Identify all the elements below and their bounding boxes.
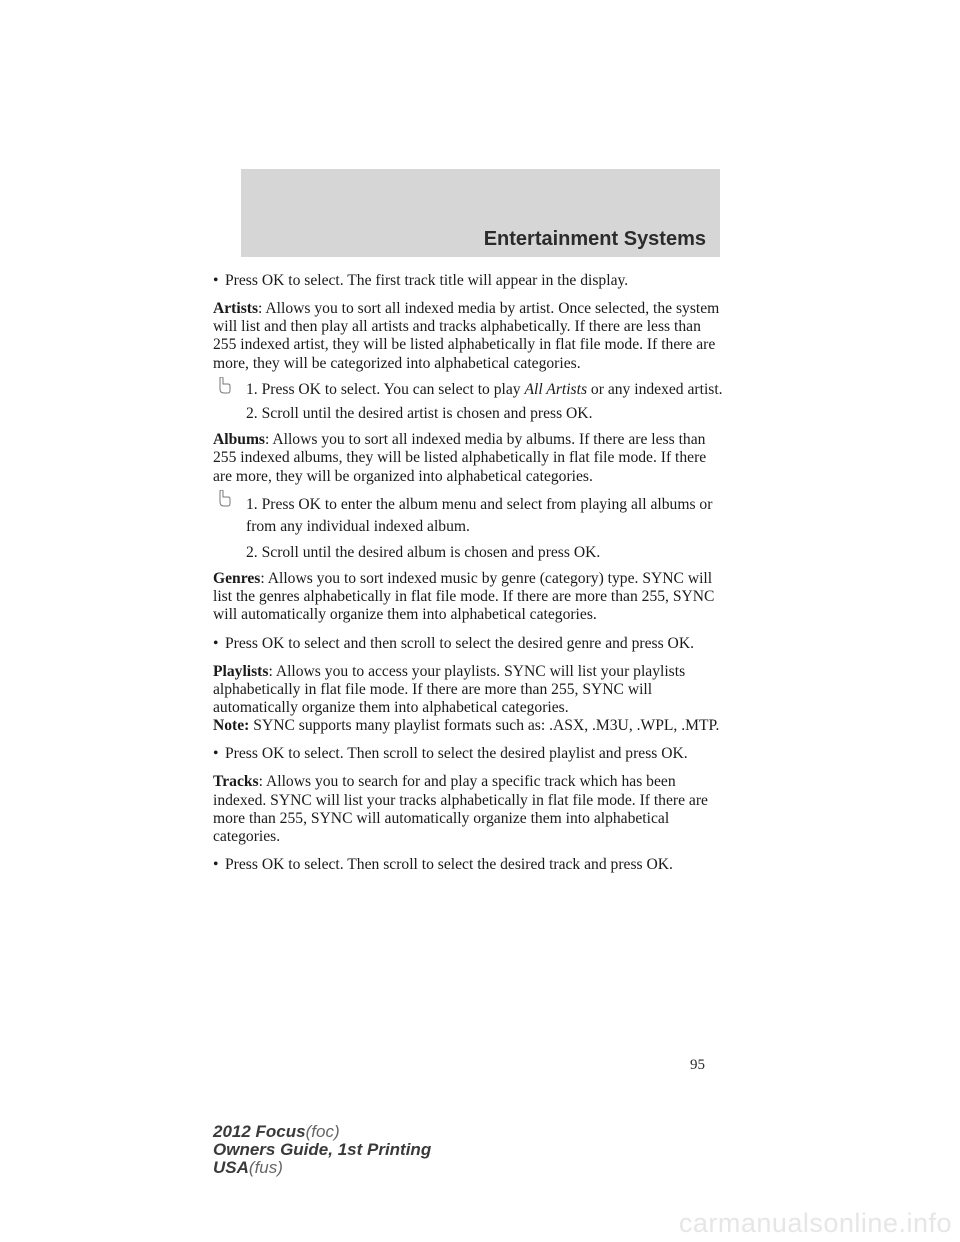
page-content (213, 270, 723, 884)
artists-step-1: 1. Press OK to select. You can select to play All Artists or any indexed artist. (246, 380, 723, 398)
footer-line-1: 2012 Focus(foc) (213, 1122, 340, 1141)
artists-steps (213, 381, 723, 423)
intro-bullet: • Press OK to select. The first track title will appear in the display. (213, 270, 723, 292)
albums-paragraph: Albums: Allows you to sort all indexed media by albums. If there are less than 255 indexed albums, they will be listed alphabetically in flat file mode. If there are more, they will be organized into alphabetical categories. (213, 431, 707, 485)
document-footer (213, 1123, 431, 1177)
albums-steps (213, 494, 723, 562)
genres-bullet: • Press OK to select and then scroll to select the desired genre and press OK. (213, 633, 723, 655)
section-title: Entertainment Systems (483, 228, 706, 250)
albums-term: Albums (213, 431, 265, 449)
albums-step-1: 1. Press OK to enter the album menu and select from playing all albums or from any individual indexed album. (246, 495, 713, 535)
genres-term: Genres (213, 570, 261, 588)
playlists-term: Playlists (213, 662, 269, 680)
bullet-glyph: • (213, 856, 219, 874)
pointing-hand-icon (217, 377, 231, 395)
playlists-note: Note: SYNC supports many playlist formats such as: .ASX, .M3U, .WPL, .MTP. (213, 717, 720, 735)
genres-paragraph: Genres: Allows you to sort indexed music by genre (category) type. SYNC will list the genres alphabetically in flat file mode. If there are more than 255, SYNC will automatically organize them into alphabetical categories. (213, 570, 715, 624)
playlists-bullet: • Press OK to select. Then scroll to select the desired playlist and press OK. (213, 743, 723, 765)
artists-paragraph: Artists: Allows you to sort all indexed media by artist. Once selected, the system will list and then play all artists and tracks alphabetically. If there are less than 255 indexed artist, they will be listed alphabetically in flat file mode. If there are more, they will be categorized into alphabetical categories. (213, 300, 720, 372)
watermark: carmanualsonline.info (678, 1208, 952, 1238)
section-header-bar (241, 169, 720, 257)
albums-step-2: 2. Scroll until the desired album is chosen and press OK. (246, 543, 601, 561)
artists-term: Artists (213, 300, 259, 317)
footer-line-3: USA(fus) (213, 1158, 283, 1177)
pointing-hand-icon (217, 490, 231, 508)
note-label: Note: (213, 717, 250, 735)
tracks-bullet: • Press OK to select. Then scroll to select the desired track and press OK. (213, 854, 723, 876)
bullet-glyph: • (213, 745, 219, 763)
footer-line-2: Owners Guide, 1st Printing (213, 1140, 432, 1159)
tracks-paragraph: Tracks: Allows you to search for and play a specific track which has been indexed. SYNC will list your tracks alphabetically in flat file mode. If there are more than 255, SYNC will automatically organize them into alphabetical categories. (213, 773, 708, 846)
tracks-term: Tracks (213, 773, 259, 791)
bullet-glyph: • (213, 272, 219, 289)
artists-step-2: 2. Scroll until the desired artist is chosen and press OK. (246, 405, 593, 423)
page-number: 95 (690, 1057, 705, 1073)
playlists-paragraph: Playlists: Allows you to access your playlists. SYNC will list your playlists alphabetically in flat file mode. If there are more than 255, SYNC will automatically organize them into alphabetical categories. (213, 662, 686, 717)
all-artists-emphasis: All Artists (524, 380, 588, 398)
bullet-glyph: • (213, 634, 219, 652)
